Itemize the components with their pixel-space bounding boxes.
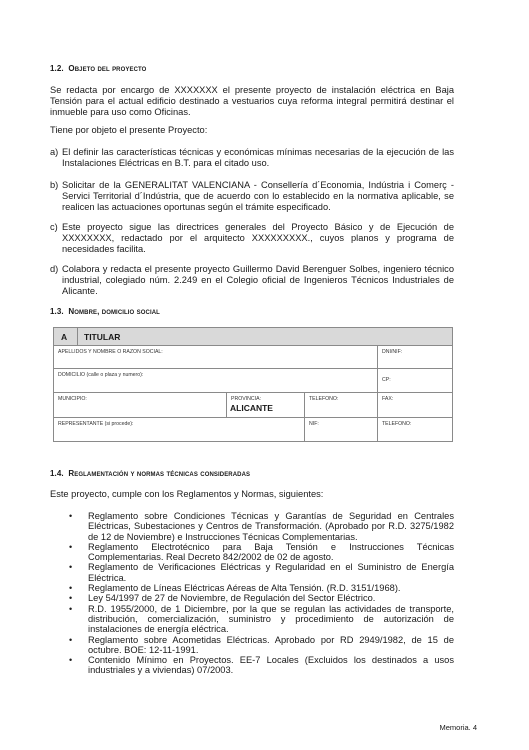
section-number: 1.3.	[50, 307, 64, 316]
telefono-label: TELEFONO:	[309, 396, 339, 402]
bullet-icon: •	[69, 634, 73, 645]
table-cell	[377, 346, 452, 368]
fax-label: FAX:	[382, 396, 394, 402]
table-cell	[377, 393, 452, 417]
domicilio-label: DOMICILIO (calle o plaza y numero):	[58, 372, 144, 378]
telefono2-label: TELEFONO:	[382, 421, 412, 427]
paragraph: Tiene por objeto el presente Proyecto:	[50, 125, 208, 135]
regulation-list	[50, 511, 454, 676]
table-row	[54, 392, 452, 417]
section-title: Nombre, domicilio social	[68, 307, 160, 316]
table-cell	[226, 393, 304, 417]
name-label: APELLIDOS Y NOMBRE O RAZON SOCIAL:	[58, 349, 163, 355]
list-item	[50, 593, 454, 603]
list-item-text: Reglamento sobre Condiciones Técnicas y Garantías de Seguridad en Centrales Eléctricas, Subestaciones y Centros de Transformación. (Aprobado por R.D. 3275/1982 de 12 de Noviembre) e Instrucciones Técnicas Complementarias.	[88, 511, 454, 542]
list-item-label: b)	[50, 180, 59, 190]
list-item-text: Colabora y redacta el presente proyecto Guillermo David Berenguer Solbes, ingeniero técnico industrial, colegiado núm. 2.249 en el Colegio oficial de Ingenieros Técnicos Industriales de Alicante.	[62, 264, 454, 296]
bullet-icon: •	[69, 655, 73, 666]
list-item	[50, 655, 454, 676]
list-item-label: c)	[50, 222, 58, 232]
section-title: Objeto del proyecto	[68, 64, 147, 73]
section-heading-1-3	[50, 307, 160, 316]
list-item	[50, 264, 454, 297]
list-item-text: R.D. 1955/2000, de 1 Diciembre, por la que se regulan las actividades de transporte, distribución, comercialización, suministro y procedimiento de autorización de instalaciones de energía eléctrica.	[88, 603, 454, 635]
list-item-text: Reglamento sobre Acometidas Eléctricas. Aprobado por RD 2949/1982, de 15 de octubre. BOE: 12-11-1991.	[88, 634, 454, 655]
section-title: Reglamentación y normas técnicas consideradas	[68, 469, 251, 478]
table-cell	[304, 418, 377, 441]
list-item	[50, 147, 454, 169]
list-item	[50, 511, 454, 542]
list-item	[50, 542, 454, 563]
list-item	[50, 583, 454, 593]
table-cell	[377, 369, 452, 392]
titular-table	[53, 327, 453, 442]
section-heading-1-2	[50, 64, 146, 73]
paragraph: Este proyecto, cumple con los Reglamentos y Normas, siguientes:	[50, 489, 324, 499]
section-heading-1-4	[50, 469, 250, 478]
bullet-icon: •	[69, 583, 73, 594]
provincia-value: ALICANTE	[230, 403, 273, 413]
list-item-label: d)	[50, 264, 59, 274]
titular-table-header	[54, 328, 452, 345]
table-letter: A	[54, 328, 78, 345]
list-item-text: Reglamento de Líneas Eléctricas Aéreas de Alta Tensión. (R.D. 3151/1968).	[88, 583, 401, 594]
table-cell	[304, 393, 377, 417]
list-item-label: a)	[50, 147, 59, 157]
table-header-title: TITULAR	[84, 332, 121, 342]
list-item	[50, 180, 454, 213]
bullet-icon: •	[69, 562, 73, 573]
table-cell	[377, 418, 452, 441]
list-item-text: Este proyecto sigue las directrices generales del Proyecto Básico y de Ejecución de XXXXXXXX, redactado por el arquitecto XXXXXXXXX., cuyos planos y programa de necesidades facilita.	[62, 222, 454, 254]
table-row	[54, 368, 452, 392]
list-item	[50, 635, 454, 656]
municipio-label: MUNICIPIO:	[58, 396, 87, 402]
list-item-text: Reglamento Electrotécnico para Baja Tensión e Instrucciones Técnicas Complementarias. Real Decreto 842/2002 de 02 de agosto.	[88, 541, 454, 563]
list-item	[50, 562, 454, 583]
bullet-icon: •	[69, 593, 73, 604]
page-footer: Memoria. 4	[439, 723, 477, 732]
list-item-text: Solicitar de la GENERALITAT VALENCIANA - Consellería d´Economia, Indústria i Comerç - Servici Territorial d´Indústria, que de acuerdo con lo establecido en la normativa aplicable, se realicen las actuaciones oportunas según el trámite especificado.	[62, 180, 454, 212]
nif-label: NIF:	[309, 421, 319, 427]
list-item	[50, 604, 454, 635]
representante-label: REPRESENTANTE (si procede):	[58, 421, 134, 427]
table-cell	[54, 369, 377, 392]
provincia-label: PROVINCIA:	[231, 396, 261, 402]
section-number: 1.2.	[50, 64, 64, 73]
table-cell	[54, 418, 304, 441]
bullet-icon: •	[69, 511, 73, 521]
cp-label: CP:	[382, 377, 391, 383]
list-item-text: El definir las características técnicas y económicas mínimas necesarias de la ejecución de las Instalaciones Eléctricas en B.T. para el citado uso.	[62, 147, 454, 168]
table-cell	[54, 393, 226, 417]
table-row	[54, 417, 452, 441]
dni-label: DNI/NIF:	[382, 349, 403, 355]
list-item-text: Contenido Mínimo en Proyectos. EE-7 Locales (Excluidos los destinados a usos industriales y a viviendas) 07/2003.	[88, 655, 454, 676]
bullet-icon: •	[69, 603, 73, 614]
list-item-text: Ley 54/1997 de 27 de Noviembre, de Regulación del Sector Eléctrico.	[88, 593, 376, 604]
table-row	[54, 345, 452, 368]
section-number: 1.4.	[50, 469, 64, 478]
list-item	[50, 222, 454, 255]
list-item-text: Reglamento de Verificaciones Eléctricas y Regularidad en el Suministro de Energía Eléctrica.	[88, 562, 454, 583]
table-cell	[54, 346, 377, 368]
bullet-icon: •	[69, 541, 73, 552]
paragraph: Se redacta por encargo de XXXXXXX el presente proyecto de instalación eléctrica en Baja Tensión para el actual edificio destinado a vestuarios cuya reforma integral permitirá destinar el inmueble para uso como Oficinas.	[50, 85, 454, 117]
